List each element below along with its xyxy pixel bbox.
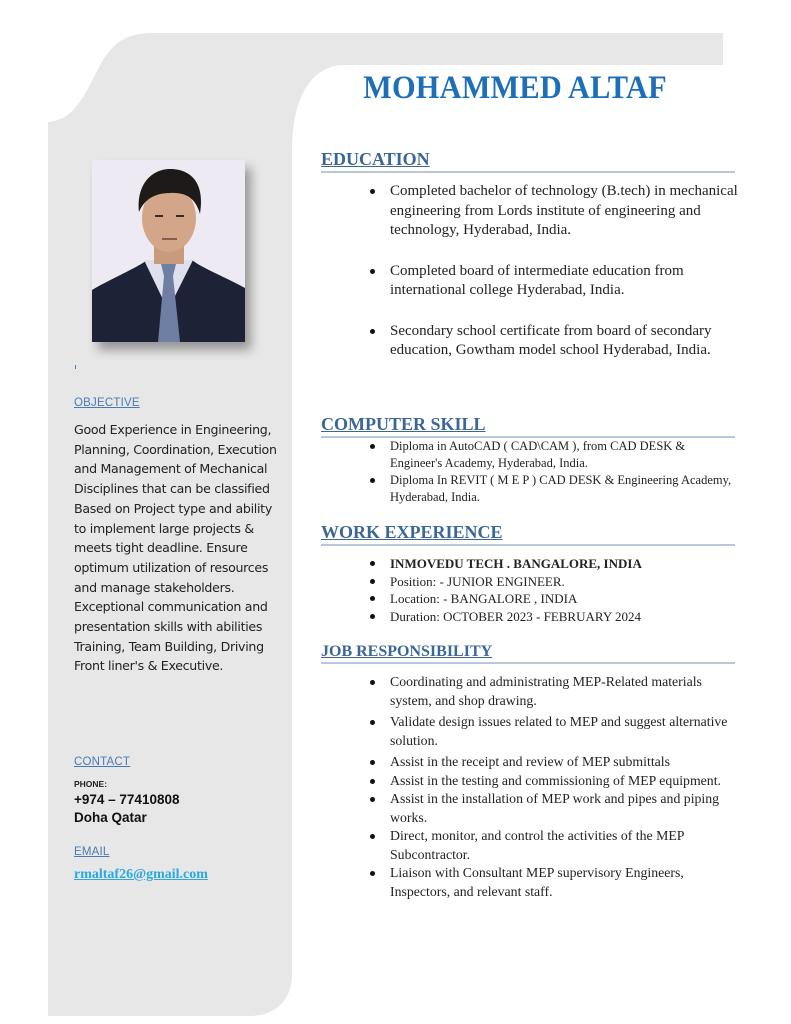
responsibility-item: Validate design issues related to MEP and suggest alternative solution.: [370, 713, 740, 750]
phone-label: PHONE:: [74, 779, 108, 789]
work-experience-heading: [321, 522, 735, 546]
objective-text: Good Experience in Engineering, Planning, Coordination, Execution and Management of Mechanical Disciplines that can be classified Based on Project type and ability to implement large projects & meets tight deadline. Ensure optimum utilization of resources and manage stakeholders. Exceptional communication and presentation skills with abilities Training, Team Building, Driving Front liner's & Executive.: [74, 422, 277, 674]
position: Position: - JUNIOR ENGINEER.: [370, 573, 740, 591]
job-responsibility-list: [370, 673, 740, 901]
work-experience-heading-label: WORK EXPERIENCE: [321, 522, 503, 542]
education-heading-label: EDUCATION: [321, 149, 430, 169]
education-heading: [321, 149, 735, 173]
candidate-name: MOHAMMED ALTAF: [363, 70, 667, 106]
duration: Duration: OCTOBER 2023 - FEBRUARY 2024: [370, 608, 740, 626]
phone-number: +974 – 77410808: [74, 792, 180, 807]
job-responsibility-heading-label: JOB RESPONSIBILITY: [321, 643, 493, 660]
email-heading: EMAIL: [74, 846, 110, 858]
education-item: Secondary school certificate from board of secondary education, Gowtham model school Hyderabad, India.: [370, 322, 740, 361]
responsibility-item: Assist in the receipt and review of MEP submittals: [370, 753, 740, 772]
contact-heading: CONTACT: [74, 756, 131, 768]
responsibility-item: Direct, monitor, and control the activities of the MEP Subcontractor.: [370, 827, 740, 864]
work-experience-list: [370, 555, 740, 625]
portrait-image: [92, 160, 245, 342]
education-item: Completed board of intermediate education from international college Hyderabad, India.: [370, 262, 740, 301]
company-name: INMOVEDU TECH . BANGALORE, INDIA: [370, 555, 740, 573]
city-location: Doha Qatar: [74, 810, 147, 825]
education-item: Completed bachelor of technology (B.tech) in mechanical engineering from Lords institute of engineering and technology, Hyderabad, India.: [370, 182, 740, 241]
responsibility-item: Assist in the testing and commissioning of MEP equipment.: [370, 772, 740, 791]
skill-item: Diploma In REVIT ( M E P ) CAD DESK & Engineering Academy, Hyderabad, India.: [370, 472, 740, 506]
computer-skill-list: [370, 438, 740, 506]
responsibility-item: Coordinating and administrating MEP-Related materials system, and shop drawing.: [370, 673, 740, 710]
education-list: [370, 182, 740, 382]
skill-item: Diploma in AutoCAD ( CAD\CAM ), from CAD DESK & Engineer's Academy, Hyderabad, India.: [370, 438, 740, 472]
location: Location: - BANGALORE , INDIA: [370, 590, 740, 608]
responsibility-item: Assist in the installation of MEP work and pipes and piping works.: [370, 790, 740, 827]
email-link[interactable]: rmaltaf26@gmail.com: [74, 867, 208, 882]
profile-photo: [92, 160, 245, 342]
computer-skill-heading: [321, 414, 735, 438]
job-responsibility-heading: [321, 643, 735, 664]
computer-skill-heading-label: COMPUTER SKILL: [321, 414, 486, 434]
objective-heading: OBJECTIVE: [74, 397, 140, 409]
decorative-mark: [75, 365, 76, 369]
responsibility-item: Liaison with Consultant MEP supervisory Engineers, Inspectors, and relevant staff.: [370, 864, 740, 901]
